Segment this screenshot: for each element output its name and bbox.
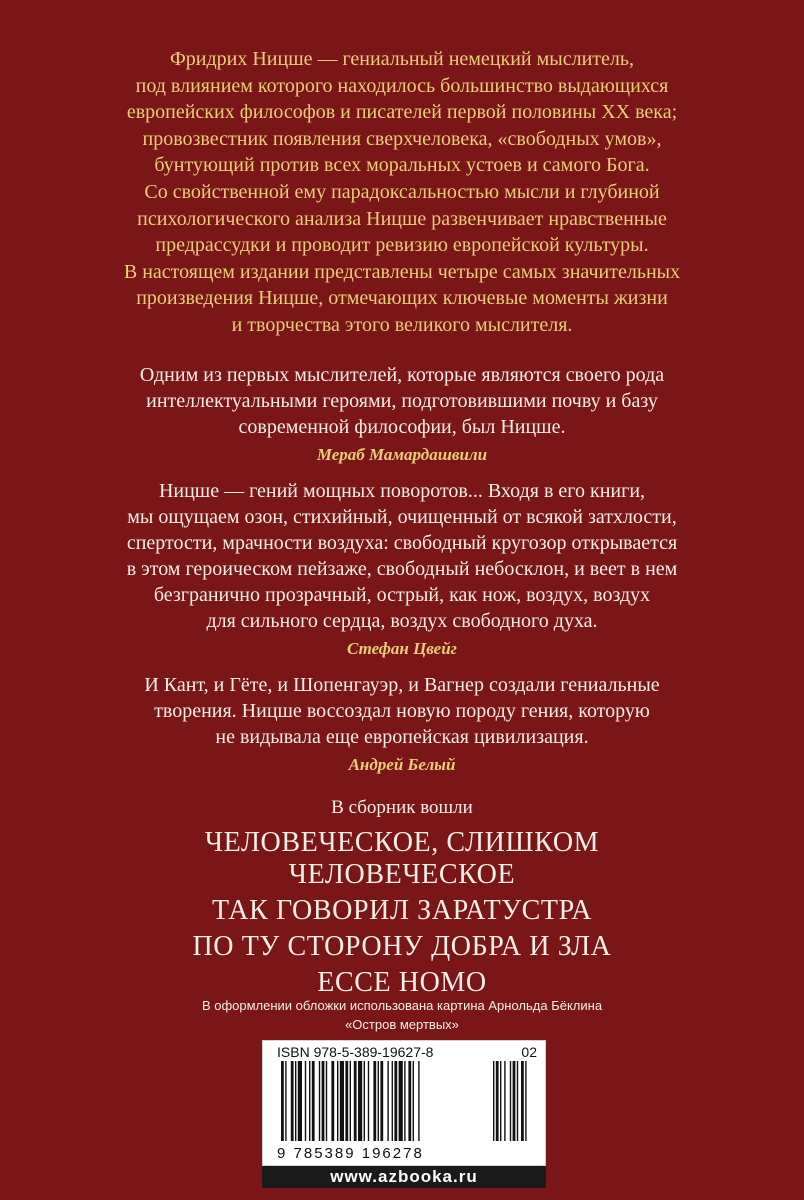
work-title: ТАК ГОВОРИЛ ЗАРАТУСТРА	[211, 895, 593, 926]
barcode-bars	[281, 1061, 531, 1143]
publisher-website: www.azbooka.ru	[262, 1166, 546, 1188]
quote-line: в этом героическом пейзаже, свободный небосклон, и веет в нем	[126, 558, 678, 580]
intro-line: европейских философов и писателей первой половины XX века;	[126, 101, 678, 124]
intro-line: психологического анализа Ницше развенчивает нравственные	[137, 207, 667, 230]
isbn-number: ISBN 978-5-389-19627-8	[277, 1044, 434, 1060]
isbn-barcode	[262, 1040, 546, 1166]
quotes-section	[60, 362, 744, 788]
credit-line: В оформлении обложки использована картина Арнольда Бёклина	[201, 998, 603, 1013]
quote-line: творения. Ницше воссоздал новую породу гения, которую	[154, 700, 650, 722]
quote-line: не видывала еще европейская цивилизация.	[215, 726, 589, 748]
intro-line: произведения Ницше, отмечающих ключевые моменты жизни	[136, 287, 668, 310]
quote-line: современной философии, был Ницше.	[238, 416, 566, 438]
work-title: ПО ТУ СТОРОНУ ДОБРА И ЗЛА	[192, 931, 612, 962]
quote-author: Стефан Цвейг	[347, 639, 457, 658]
intro-line: Фридрих Ницше — гениальный немецкий мыслитель,	[169, 48, 635, 70]
cover-credit	[60, 996, 744, 1034]
intro-line: предрассудки и проводит ревизию европейской культуры.	[155, 234, 649, 257]
intro-paragraph	[60, 46, 744, 339]
credit-line: «Остров мертвых»	[345, 1017, 459, 1032]
quote-zweig	[60, 478, 744, 660]
intro-line: провозвестник появления сверхчеловека, «свободных умов»,	[142, 127, 662, 150]
quote-line: безгранично прозрачный, острый, как нож, воздух, воздух	[153, 584, 651, 606]
contents-section	[60, 795, 744, 1003]
quote-line: спертости, мрачности воздуха: свободный кругозор открывается	[126, 532, 678, 554]
quote-line: интеллектуальными героями, подготовившими почву и базу	[146, 390, 658, 412]
quote-line: мы ощущаем озон, стихийный, очищенный от всякой затхлости,	[127, 506, 677, 528]
isbn-line	[277, 1044, 537, 1060]
intro-line: Со свойственной ему парадоксальностью мысли и глубиной	[144, 180, 660, 203]
quote-line: Ницше — гений мощных поворотов... Входя в его книги,	[158, 480, 646, 502]
works-list	[60, 827, 744, 999]
intro-line: В настоящем издании представлены четыре самых значительных	[123, 260, 681, 283]
intro-line: и творчества этого великого мыслителя.	[231, 313, 573, 336]
intro-line: бунтующий против всех моральных устоев и самого Бога.	[154, 154, 650, 177]
intro-line: под влиянием которого находилось большинство выдающихся	[135, 74, 669, 97]
quote-author: Андрей Белый	[348, 755, 456, 774]
quote-line: для сильного сердца, воздух свободного духа.	[206, 610, 598, 632]
isbn-addon: 02	[521, 1044, 537, 1060]
work-title: ЧЕЛОВЕЧЕСКОЕ, СЛИШКОМ ЧЕЛОВЕЧЕСКОЕ	[204, 827, 600, 890]
work-title: ECCE HOMO	[317, 967, 487, 998]
quote-bely	[60, 672, 744, 776]
contents-label: В сборник вошли	[331, 797, 473, 818]
barcode-digits: 9 785389 196278	[277, 1145, 424, 1162]
quote-line: Одним из первых мыслителей, которые являются своего рода	[139, 364, 665, 386]
quote-author: Мераб Мамардашвили	[316, 445, 488, 464]
quote-line: И Кант, и Гёте, и Шопенгауэр, и Вагнер создали гениальные	[144, 674, 660, 696]
quote-mamardashvili	[60, 362, 744, 466]
